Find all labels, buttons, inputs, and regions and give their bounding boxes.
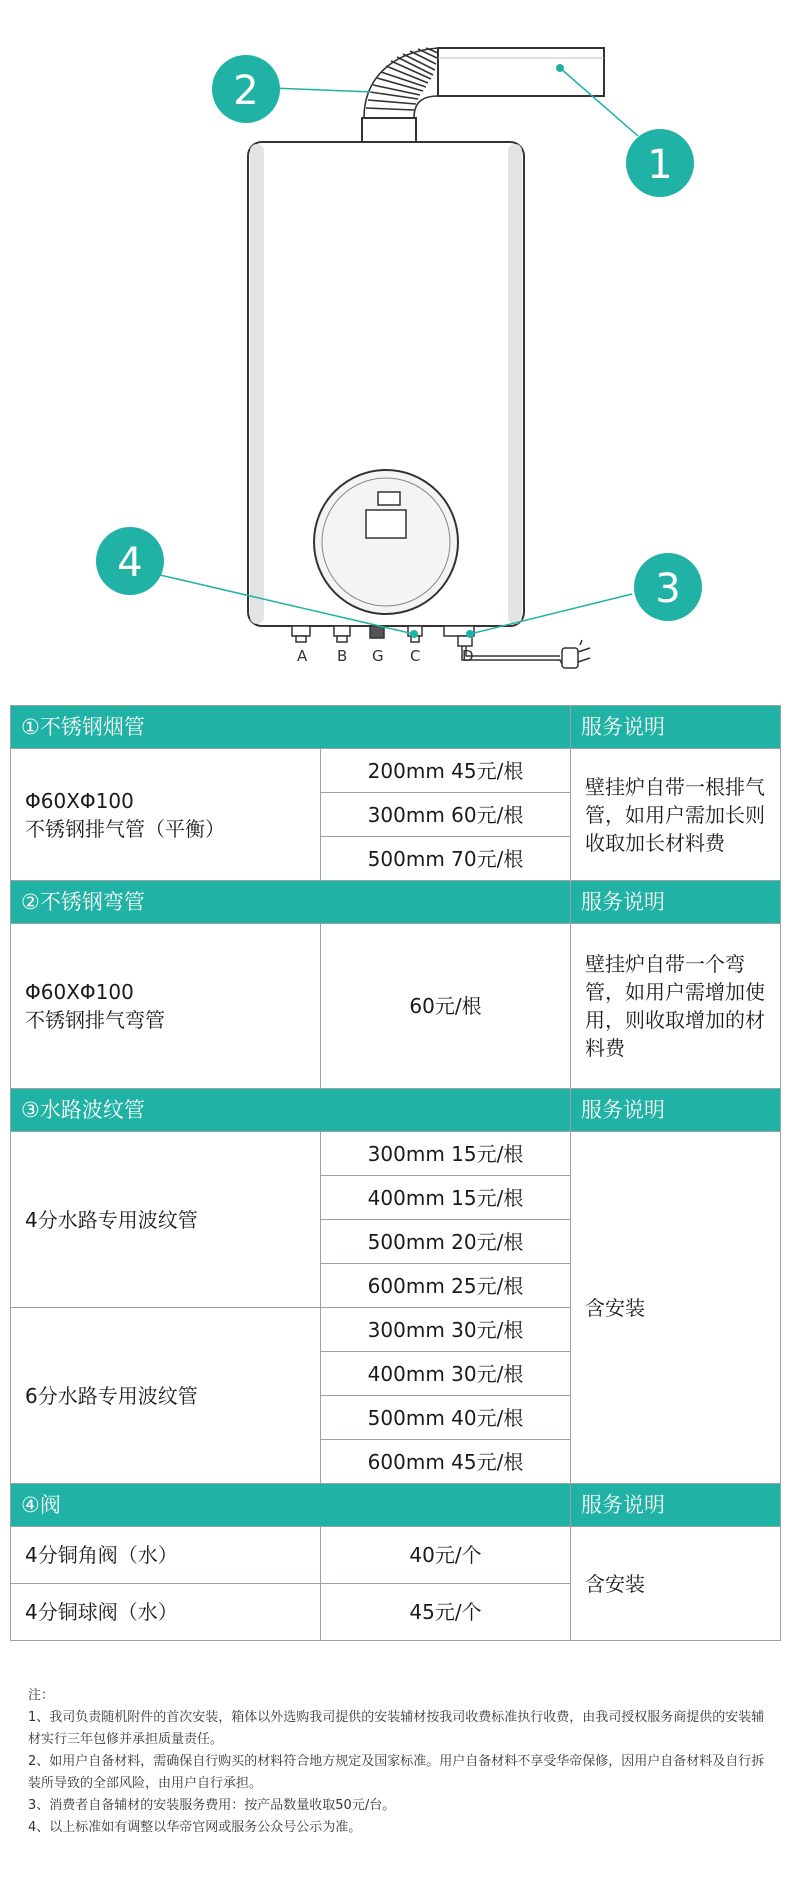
section-header-corrugated [11,1089,781,1132]
price-cell: 300mm 30元/根 [321,1308,571,1352]
price-cell: 45元/个 [321,1584,571,1641]
port-label-a: A [297,647,308,665]
table-row [11,749,781,793]
svg-text:4: 4 [117,540,143,586]
callout-3 [634,553,702,621]
svg-text:1: 1 [647,142,673,188]
price-cell: 60元/根 [321,924,571,1089]
section-header-elbow [11,881,781,924]
note-line: 2、如用户自备材料，需确保自行购买的材料符合地方规定及国家标准。用户自备材料不享受华帝保修，因用户自备材料及自行拆装所导致的全部风险，由用户自行承担。 [28,1754,765,1791]
control-panel [314,470,458,614]
table-row [11,1527,781,1584]
port-label-c: C [410,647,421,665]
power-cord [462,640,590,668]
section-header-valve [11,1484,781,1527]
svg-text:2: 2 [233,68,259,114]
item-name: 4分水路专用波纹管 [11,1132,321,1308]
price-cell: 400mm 15元/根 [321,1176,571,1220]
price-cell: 40元/个 [321,1527,571,1584]
item-name: 6分水路专用波纹管 [11,1308,321,1484]
table-row [11,924,781,1089]
service-note: 含安装 [571,1527,781,1641]
flue-pipe [438,48,604,96]
price-cell: 500mm 40元/根 [321,1396,571,1440]
port-label-g: G [372,647,384,665]
service-header: 服务说明 [571,1089,781,1132]
price-cell: 200mm 45元/根 [321,749,571,793]
service-header: 服务说明 [571,706,781,749]
bottom-ports [292,626,474,646]
note-line: 3、消费者自备辅材的安装服务费用：按产品数量收取50元/台。 [28,1798,396,1813]
callout-2 [212,55,280,123]
section-title: ③水路波纹管 [11,1089,571,1132]
table-row [11,1132,781,1176]
price-cell: 600mm 45元/根 [321,1440,571,1484]
port-label-d: D [462,647,474,665]
price-cell: 300mm 15元/根 [321,1132,571,1176]
price-cell: 300mm 60元/根 [321,793,571,837]
accessory-price-table [10,705,781,1641]
price-cell: 500mm 70元/根 [321,837,571,881]
service-note: 壁挂炉自带一根排气管，如用户需加长则收取加长材料费 [571,749,781,881]
section-header-flue [11,706,781,749]
svg-text:3: 3 [655,566,681,612]
service-note: 壁挂炉自带一个弯管，如用户需增加使用，则收取增加的材料费 [571,924,781,1089]
callout-4 [96,527,164,595]
section-title: ①不锈钢烟管 [11,706,571,749]
service-note: 含安装 [571,1132,781,1484]
note-line: 4、以上标准如有调整以华帝官网或服务公众号公示为准。 [28,1820,362,1835]
item-name: 4分铜球阀（水） [11,1584,321,1641]
notes-block [28,1685,768,1839]
callout-1 [626,129,694,197]
section-title: ②不锈钢弯管 [11,881,571,924]
section-title: ④阀 [11,1484,571,1527]
service-header: 服务说明 [571,881,781,924]
port-label-b: B [337,647,348,665]
boiler-diagram [0,0,790,690]
notes-heading: 注： [28,1688,55,1703]
item-name: 4分铜角阀（水） [11,1527,321,1584]
item-name: Φ60XΦ100 不锈钢排气弯管 [11,924,321,1089]
item-name: Φ60XΦ100 不锈钢排气管（平衡） [11,749,321,881]
corrugated-elbow [364,48,438,118]
note-line: 1、我司负责随机附件的首次安装，箱体以外选购我司提供的安装辅材按我司收费标准执行收费，由我司授权服务商提供的安装辅材实行三年包修并承担质量责任。 [28,1710,765,1747]
flue-collar [362,118,416,144]
service-header: 服务说明 [571,1484,781,1527]
price-cell: 500mm 20元/根 [321,1220,571,1264]
price-cell: 600mm 25元/根 [321,1264,571,1308]
price-cell: 400mm 30元/根 [321,1352,571,1396]
